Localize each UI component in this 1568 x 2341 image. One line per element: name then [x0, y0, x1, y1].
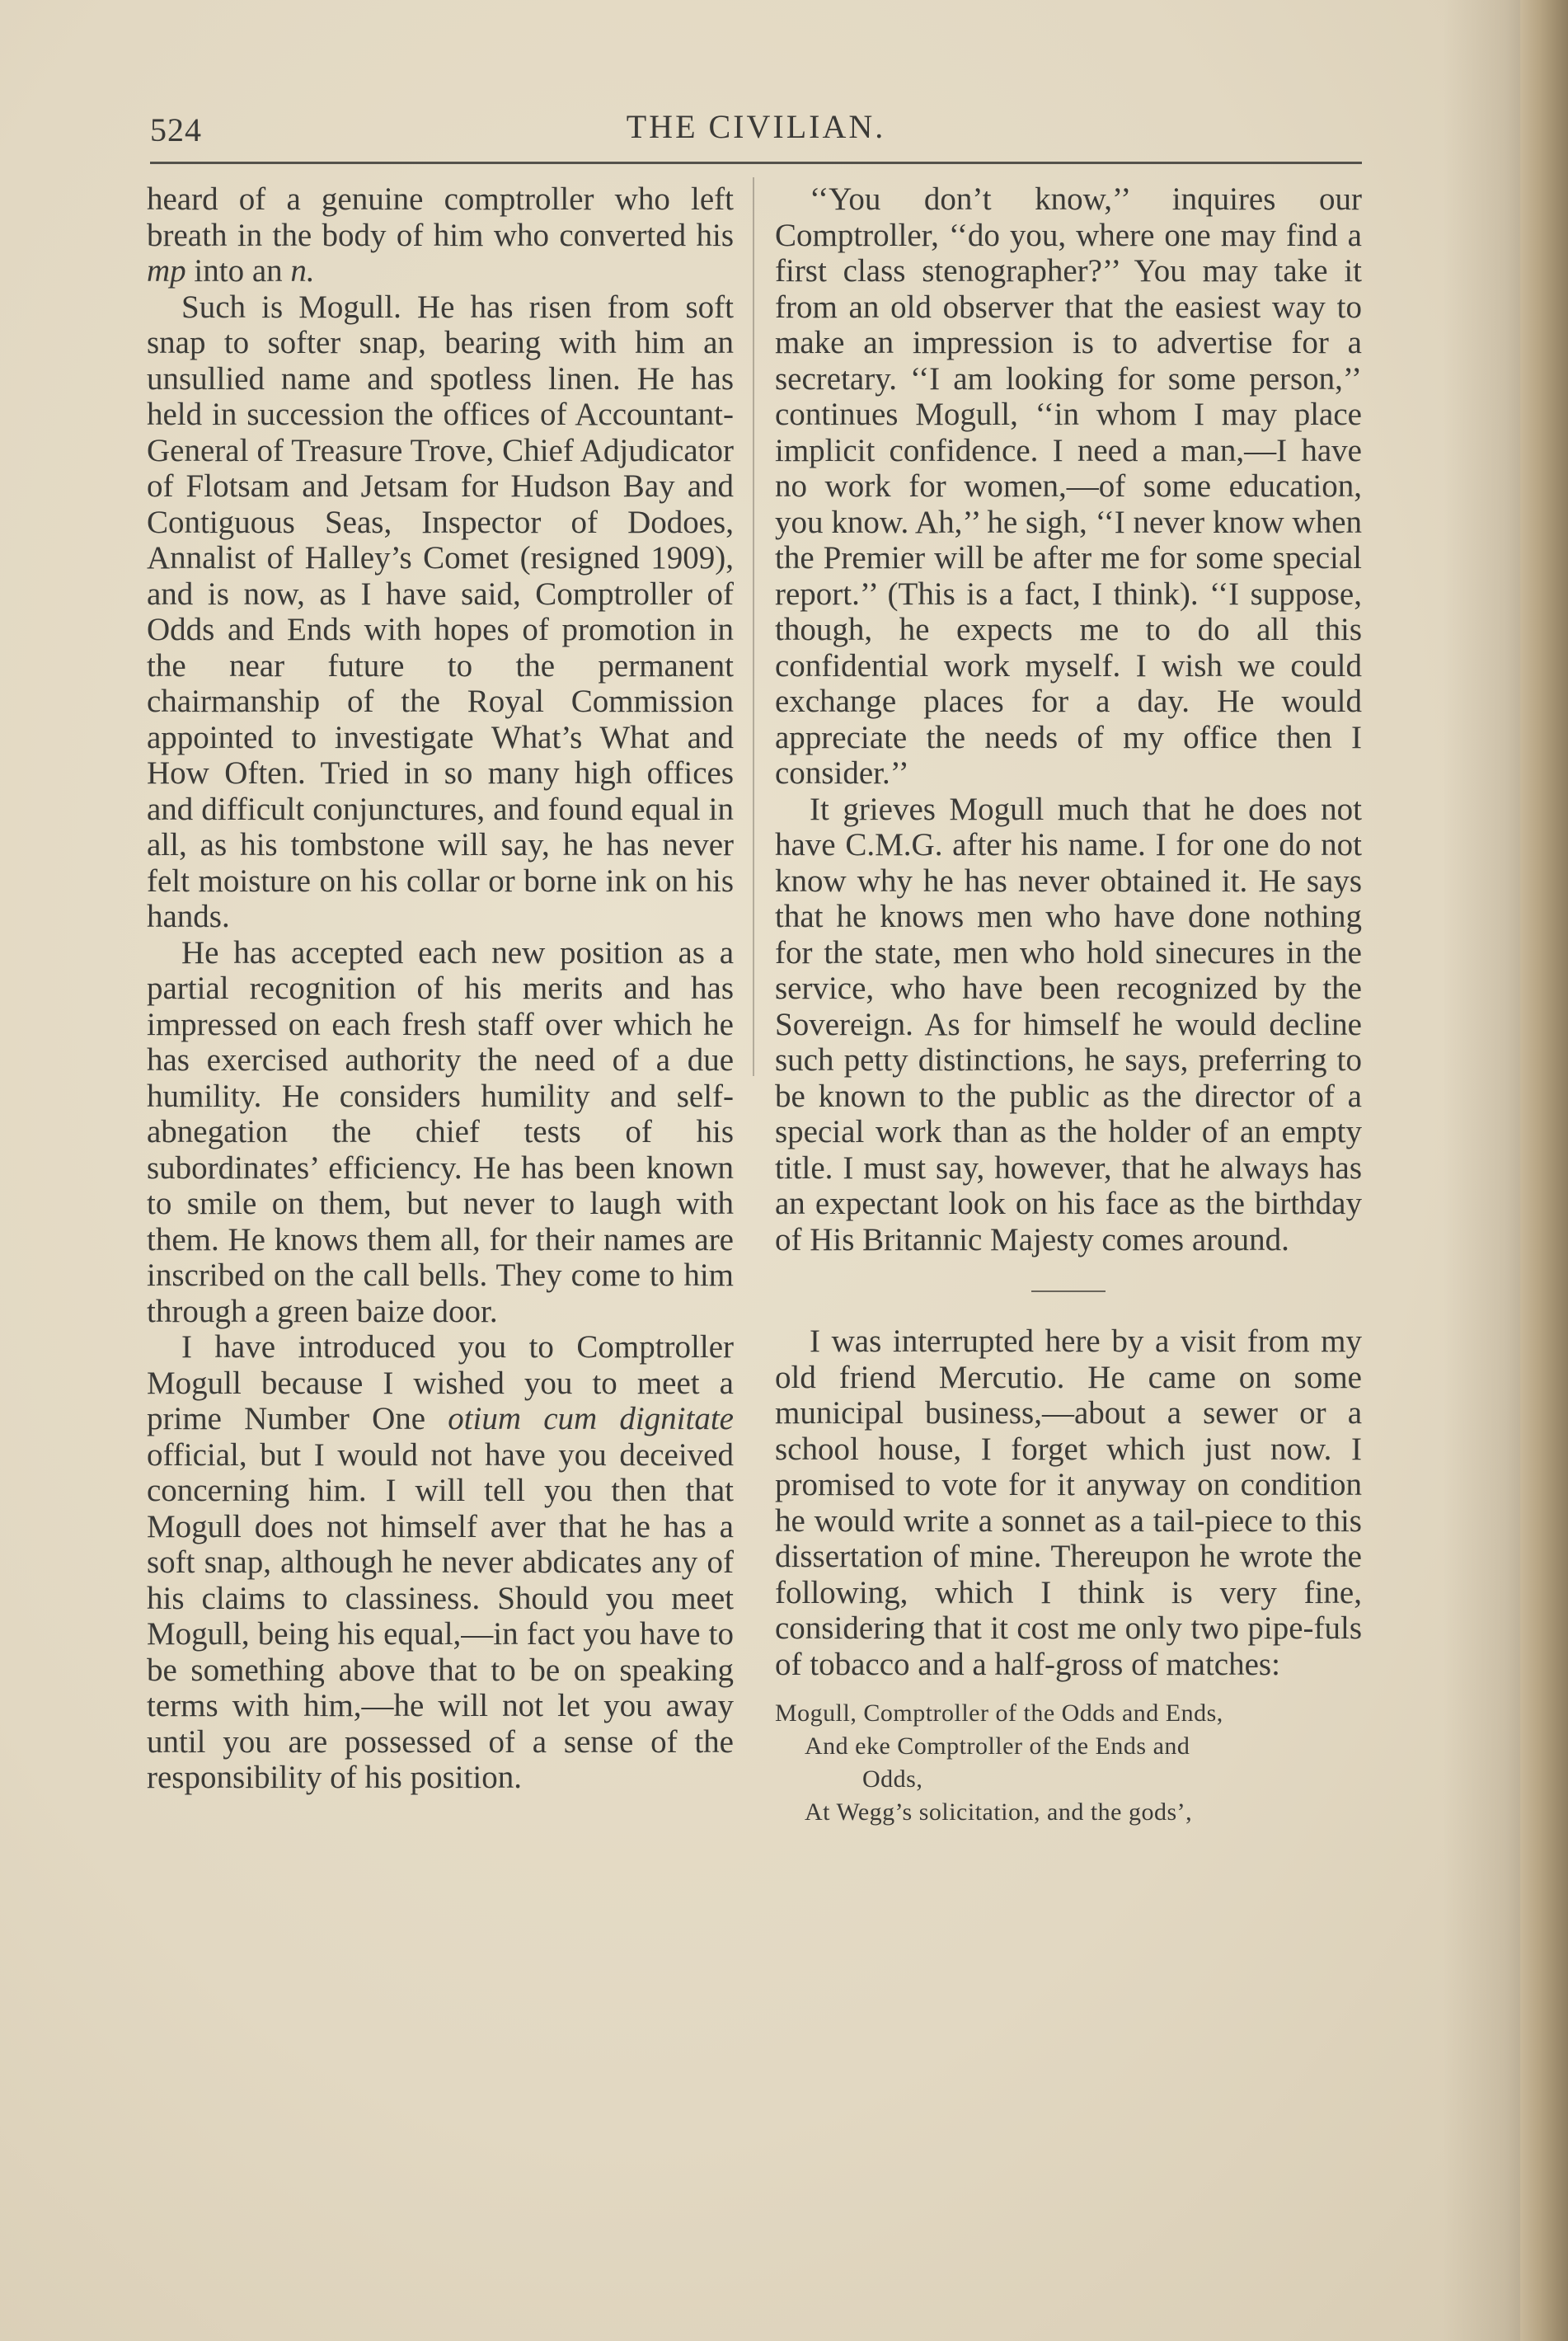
right-paragraph-1: ‘‘You don’t know,’’ inquires our Comptroller, ‘‘do you, where one may find a first class stenographer?’’ You may take it from an old observer that the easiest way to make an impression is to advertise for a secretary. ‘‘I am looking for some person,’’ continues Mogull, ‘‘in whom I may place implicit confidence. I need a man,—I have no work for women,—of some education, you know. Ah,’’ he sigh, ‘‘I never know when the Premier will be after me for some special report.’’ (This is a fact, I think). ‘‘I suppose, though, he expects me to do all this confidential work myself. I wish we could exchange places for a day. He would appreciate the needs of my office then I consider.’’: [775, 181, 1362, 791]
book-spine-edge: [1520, 0, 1568, 2341]
left-paragraph-3: He has accepted each new position as a partial recognition of his merits and has impressed on each fresh staff over which he has exercised authority the need of a due humility. He considers humility and self-abnegation the chief tests of his subordinates’ efficiency. He has been known to smile on them, but never to laugh with them. He knows them all, for their names are inscribed on the call bells. They come to him through a green baize door.: [147, 934, 734, 1329]
sonnet: [775, 1697, 1362, 1829]
running-title: THE CIVILIAN.: [626, 108, 886, 145]
left-paragraph-2: Such is Mogull. He has risen from soft snap to softer snap, bearing with him an unsullied name and spotless linen. He has held in succession the offices of Accountant-General of Treasure Trove, Chief Adjudicator of Flotsam and Jetsam for Hudson Bay and Contiguous Seas, Inspector of Dodoes, Annalist of Halley’s Comet (resigned 1909), and is now, as I have said, Comptroller of Odds and Ends with hopes of promotion in the near future to the permanent chairmanship of the Royal Commission appointed to investigate What’s What and How Often. Tried in so many high offices and difficult conjunctures, and found equal in all, as his tombstone will say, he has never felt moisture on his collar or borne ink on his hands.: [147, 289, 734, 934]
section-break-rule: [1031, 1290, 1106, 1292]
right-paragraph-2: It grieves Mogull much that he does not have C.M.G. after his name. I for one do not know why he has never obtained it. He says that he knows men who have done nothing for the state, men who hold sinecures in the service, who have been recognized by the Sovereign. As for himself he would decline such petty distinctions, he says, preferring to be known to the public as the director of a special work than as the holder of an empty title. I must say, however, that he always has an expectant look on his face as the birthday of His Britannic Majesty comes around.: [775, 791, 1362, 1257]
left-column: [147, 181, 734, 1796]
right-paragraph-3: I was interrupted here by a visit from my old friend Mercutio. He came on some municipal business,—about a sewer or a school house, I forget which just now. I promised to vote for it anyway on condition he would write a sonnet as a tail-piece to this dissertation of mine. Thereupon he wrote the following, which I think is very fine, considering that it cost me only two pipe-fuls of tobacco and a half-gross of matches:: [775, 1323, 1362, 1682]
left-paragraph-4: I have introduced you to Comptroller Mogull because I wished you to meet a prime Number One otium cum dignitate official, but I would not have you deceived concerning him. I will tell you then that Mogull does not himself aver that he has a soft snap, although he never abdicates any of his claims to classiness. Should you meet Mogull, being his equal,—in fact you have to be something above that to be on speaking terms with him,—he will not let you away until you are possessed of a sense of the responsibility of his position.: [147, 1329, 734, 1795]
header-rule: [150, 162, 1362, 164]
right-column: [775, 181, 1362, 1829]
poem-line: At Wegg’s solicitation, and the gods’,: [805, 1798, 1193, 1826]
poem-line: Mogull, Comptroller of the Odds and Ends,: [775, 1699, 1223, 1727]
left-paragraph-1: heard of a genuine comptroller who left breath in the body of him who converted his mp into an n.: [147, 181, 734, 289]
column-separator: [753, 177, 754, 1076]
poem-line: Odds,: [862, 1765, 923, 1793]
page-header: [150, 104, 1362, 153]
poem-line: And eke Comptroller of the Ends and: [805, 1732, 1190, 1760]
page-number: 524: [150, 111, 202, 148]
